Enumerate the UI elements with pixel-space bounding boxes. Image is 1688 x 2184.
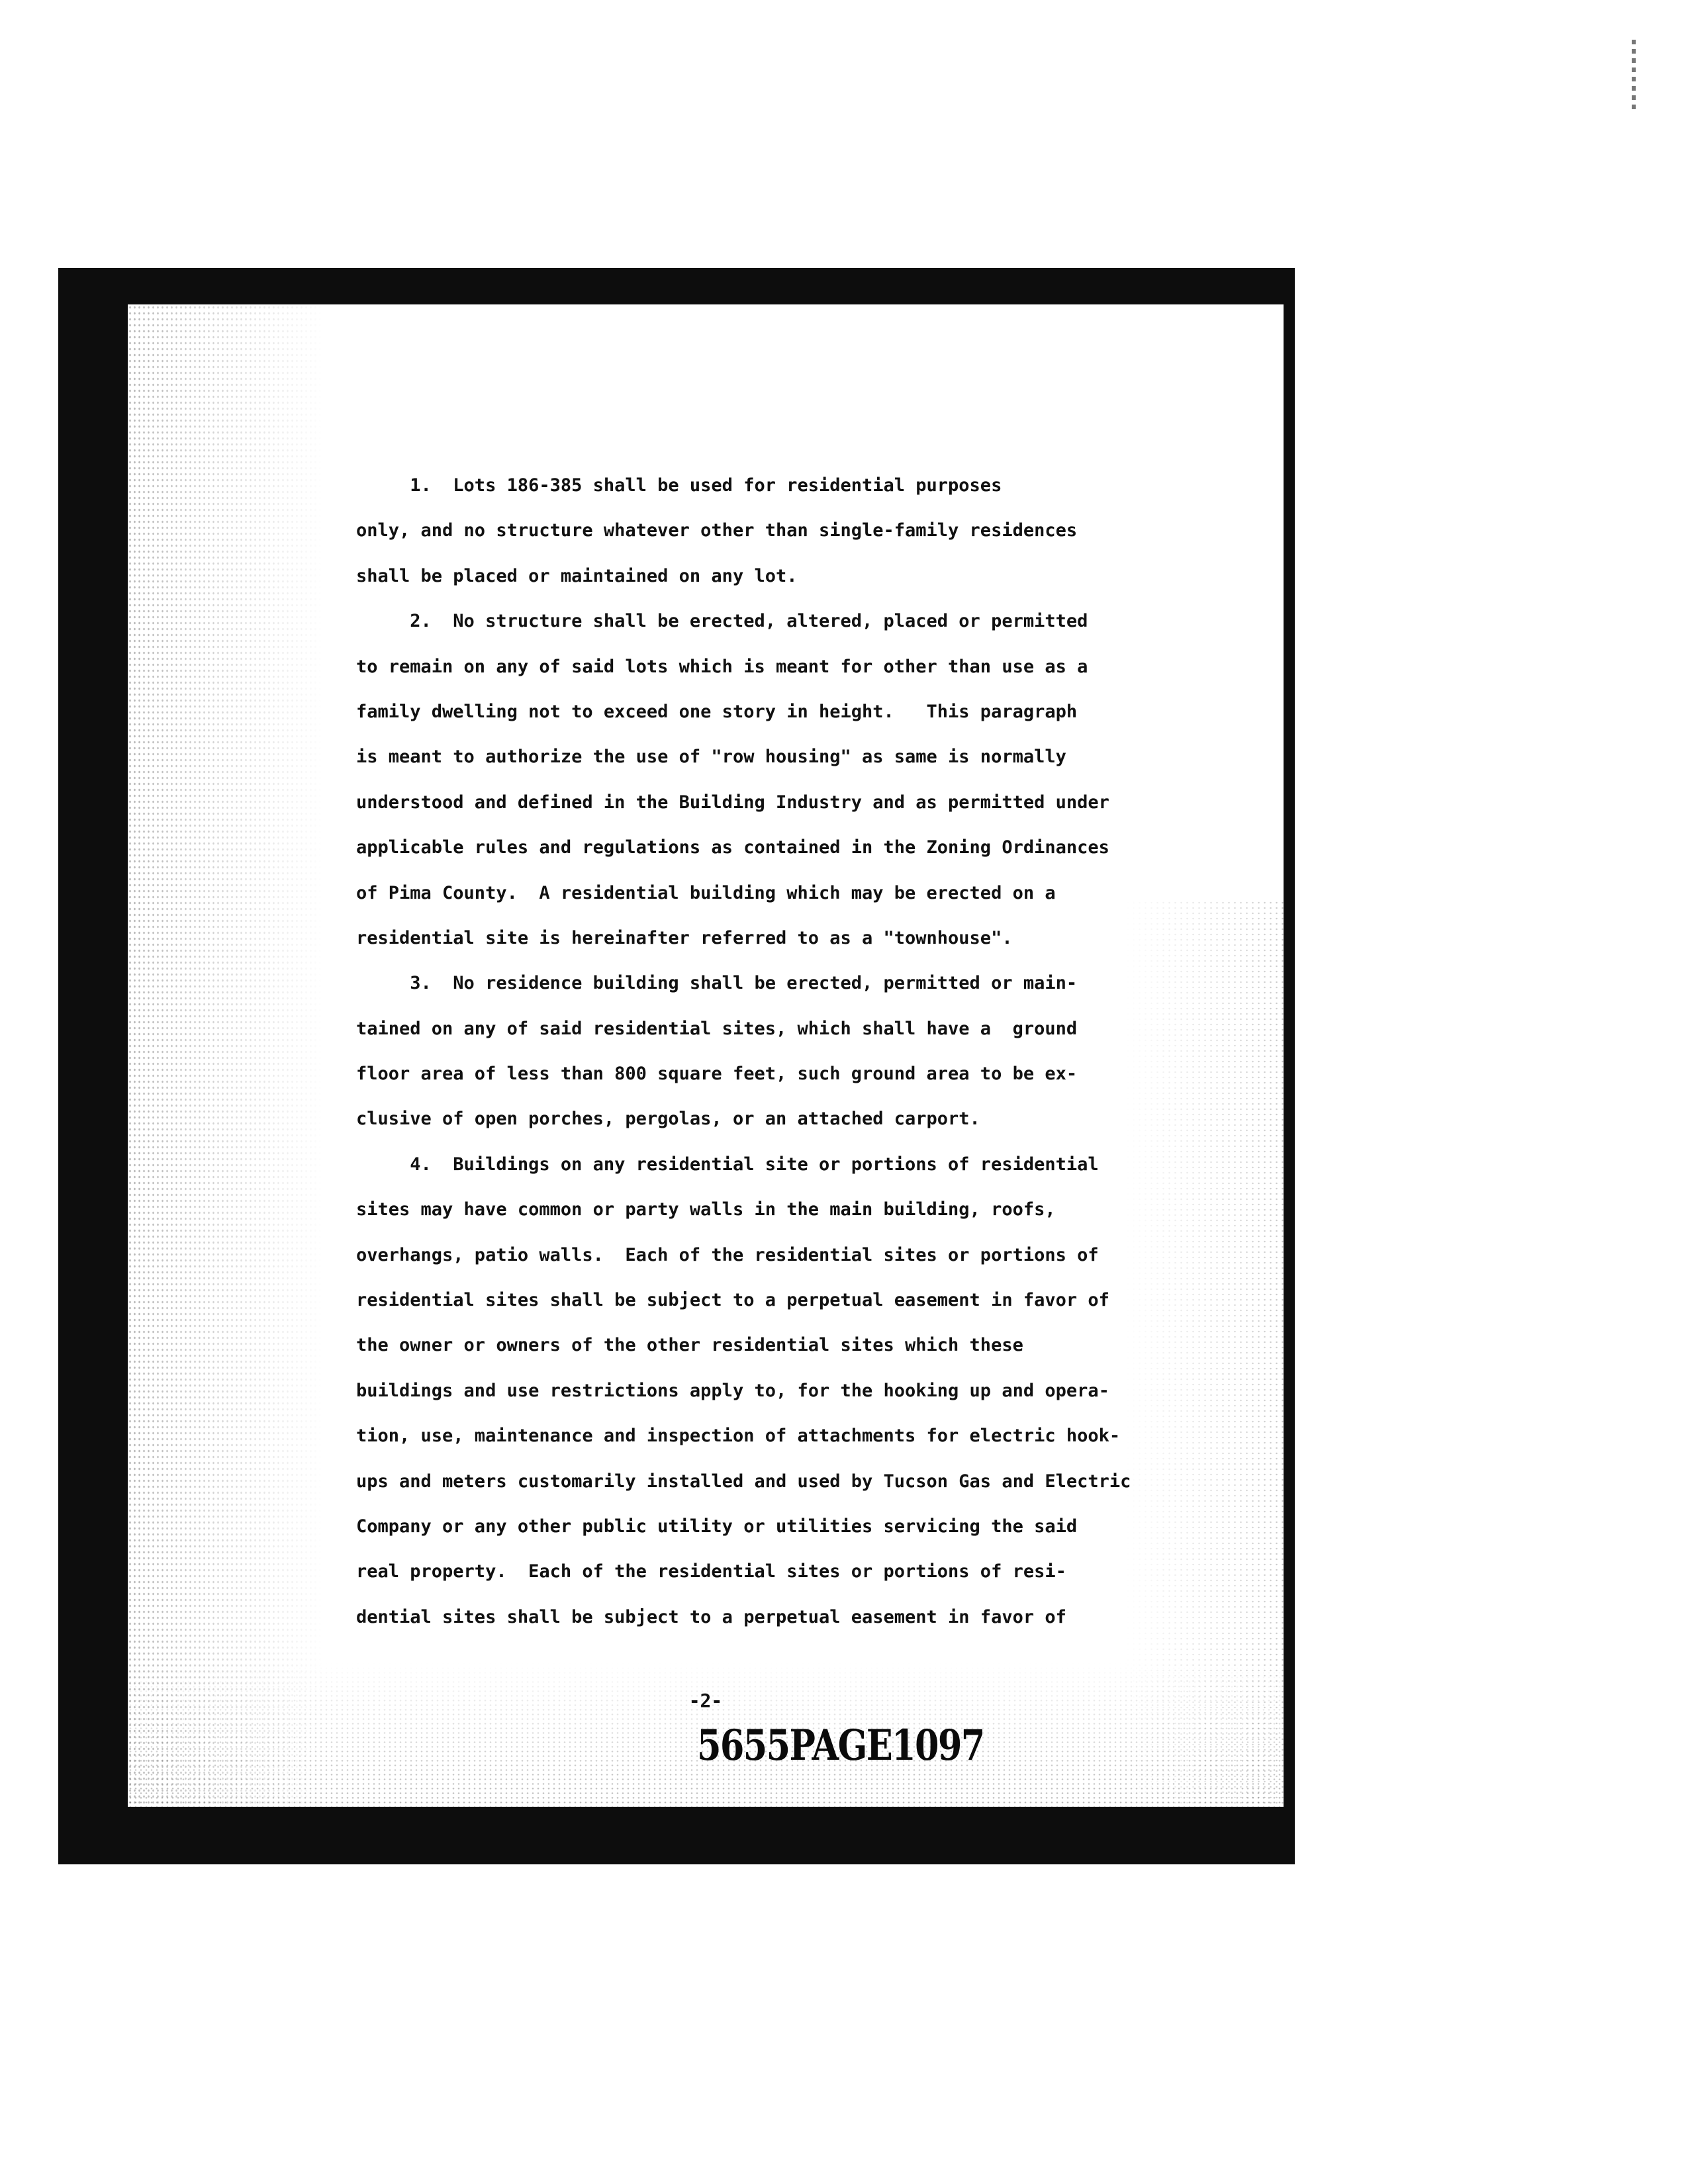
- page-number: -2-: [688, 1690, 723, 1711]
- text-line: ups and meters customarily installed and used by Tucson Gas and Electric: [356, 1471, 1131, 1492]
- scan-border: [58, 268, 1295, 1864]
- text-line: real property. Each of the residential sites or portions of resi-: [356, 1561, 1066, 1582]
- text-line: Company or any other public utility or utilities servicing the said: [356, 1516, 1078, 1537]
- text-line: only, and no structure whatever other than single-family residences: [356, 520, 1078, 541]
- text-line: floor area of less than 800 square feet, such ground area to be ex-: [356, 1064, 1078, 1085]
- document-page: [128, 304, 1284, 1807]
- text-line: sites may have common or party walls in the main building, roofs,: [356, 1199, 1056, 1220]
- text-line: of Pima County. A residential building which may be erected on a: [356, 882, 1056, 903]
- text-line: residential sites shall be subject to a perpetual easement in favor of: [356, 1290, 1109, 1311]
- text-line: 3. No residence building shall be erected, permitted or main-: [356, 973, 1078, 994]
- text-line: 1. Lots 186-385 shall be used for residential purposes: [356, 475, 1002, 496]
- body-text: [356, 463, 1284, 1640]
- text-line: overhangs, patio walls. Each of the residential sites or portions of: [356, 1244, 1099, 1265]
- text-line: shall be placed or maintained on any lot.: [356, 565, 798, 586]
- recording-stamp: 5655PAGE1097: [697, 1721, 984, 1770]
- scan-noise-left: [128, 304, 326, 1807]
- text-line: dential sites shall be subject to a perpetual easement in favor of: [356, 1606, 1066, 1627]
- text-line: family dwelling not to exceed one story in height. This paragraph: [356, 701, 1078, 722]
- text-line: residential site is hereinafter referred to as a "townhouse".: [356, 927, 1013, 948]
- text-line: is meant to authorize the use of "row housing" as same is normally: [356, 747, 1066, 768]
- text-line: applicable rules and regulations as contained in the Zoning Ordinances: [356, 837, 1109, 858]
- text-line: the owner or owners of the other residential sites which these: [356, 1335, 1023, 1356]
- text-line: understood and defined in the Building Industry and as permitted under: [356, 792, 1109, 813]
- text-line: clusive of open porches, pergolas, or an attached carport.: [356, 1109, 980, 1130]
- text-line: to remain on any of said lots which is meant for other than use as a: [356, 656, 1088, 677]
- text-line: tion, use, maintenance and inspection of attachments for electric hook-: [356, 1426, 1121, 1447]
- text-line: 2. No structure shall be erected, altered, placed or permitted: [356, 611, 1088, 632]
- text-line: buildings and use restrictions apply to, for the hooking up and opera-: [356, 1380, 1109, 1401]
- text-line: 4. Buildings on any residential site or portions of residential: [356, 1154, 1099, 1175]
- text-line: tained on any of said residential sites, which shall have a ground: [356, 1018, 1078, 1039]
- margin-mark: [1632, 40, 1636, 113]
